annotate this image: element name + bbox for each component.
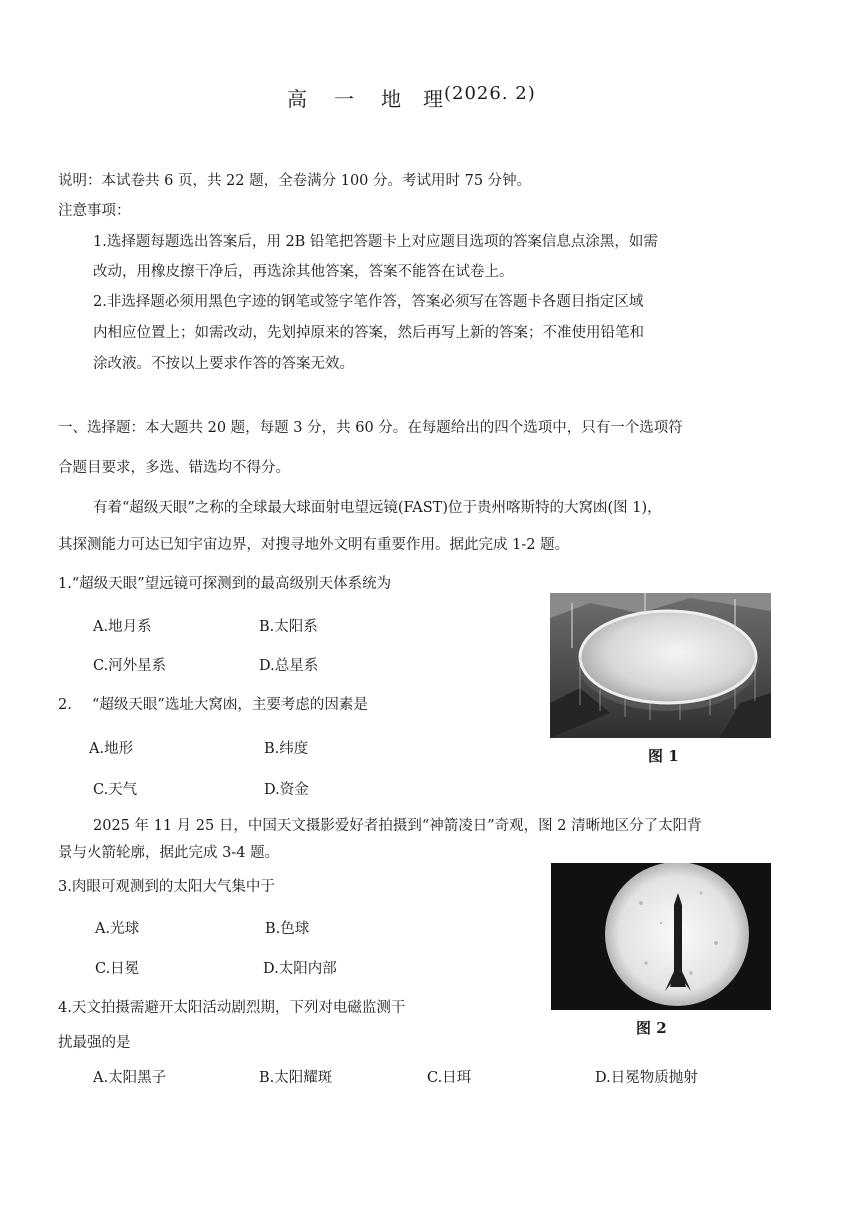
title-date: (2026. 2) bbox=[444, 83, 536, 104]
title-char: 高 bbox=[287, 87, 308, 111]
fast-telescope-photo bbox=[550, 593, 771, 738]
option-a: A.地形 bbox=[89, 741, 134, 757]
figure-2-caption: 图 2 bbox=[636, 1019, 667, 1037]
option-b: B.色球 bbox=[265, 921, 310, 937]
figure-1-caption: 图 1 bbox=[648, 747, 679, 765]
question-stem: “超级天眼”选址大窝凼，主要考虑的因素是 bbox=[92, 697, 368, 713]
section-heading-line-2: 合题目要求，多选、错选均不得分。 bbox=[58, 460, 290, 476]
option-a: A.光球 bbox=[95, 921, 140, 937]
question-stem-line-1: 4.天文拍摄需避开太阳活动剧烈期，下列对电磁监测干 bbox=[58, 1000, 406, 1016]
note-2-line-3: 涂改液。不按以上要求作答的答案无效。 bbox=[93, 356, 354, 372]
rocket-sun-image bbox=[551, 863, 771, 1010]
option-b: B.纬度 bbox=[264, 741, 309, 757]
option-d: D.资金 bbox=[264, 782, 309, 798]
passage-line: 景与火箭轮廓，据此完成 3-4 题。 bbox=[58, 845, 280, 861]
option-b: B.太阳系 bbox=[259, 619, 318, 635]
option-c: C.河外星系 bbox=[93, 658, 167, 674]
option-d: D.总星系 bbox=[259, 658, 319, 674]
instructions-intro: 说明：本试卷共 6 页，共 22 题，全卷满分 100 分。考试用时 75 分钟。 bbox=[58, 173, 532, 189]
option-c: C.日冕 bbox=[95, 961, 140, 977]
option-d: D.日冕物质抛射 bbox=[595, 1070, 698, 1086]
title-char: 地 bbox=[381, 87, 402, 111]
question-stem: 3.肉眼可观测到的太阳大气集中于 bbox=[58, 879, 275, 895]
option-d: D.太阳内部 bbox=[263, 961, 337, 977]
option-a: A.太阳黑子 bbox=[93, 1070, 167, 1086]
notes-title: 注意事项： bbox=[58, 203, 131, 219]
question-stem-line-2: 扰最强的是 bbox=[58, 1035, 131, 1051]
option-c: C.天气 bbox=[93, 782, 138, 798]
passage-line: 2025 年 11 月 25 日，中国天文摄影爱好者拍摄到“神箭凌日”奇观，图 2 清晰地区分了太阳背 bbox=[93, 818, 702, 834]
title-char: 一 bbox=[334, 87, 355, 111]
note-1-line-1: 1.选择题每题选出答案后，用 2B 铅笔把答题卡上对应题目选项的答案信息点涂黑，如需 bbox=[93, 234, 658, 250]
passage-line: 有着“超级天眼”之称的全球最大球面射电望远镜(FAST)位于贵州喀斯特的大窝凼(图 1)， bbox=[93, 500, 662, 516]
fast-telescope-image bbox=[550, 593, 771, 738]
option-c: C.日珥 bbox=[427, 1070, 472, 1086]
question-stem: 1.“超级天眼”望远镜可探测到的最高级别天体系统为 bbox=[58, 576, 392, 592]
section-heading-line-1: 一、选择题：本大题共 20 题，每题 3 分，共 60 分。在每题给出的四个选项中，只有一个选项符 bbox=[58, 420, 683, 436]
note-2-line-2: 内相应位置上；如需改动，先划掉原来的答案，然后再写上新的答案；不准使用铅笔和 bbox=[93, 325, 644, 341]
title-char: 理 bbox=[423, 87, 444, 111]
question-number: 2. bbox=[58, 697, 72, 713]
option-a: A.地月系 bbox=[93, 619, 152, 635]
note-2-line-1: 2.非选择题必须用黑色字迹的钢笔或签字笔作答，答案必须写在答题卡各题目指定区域 bbox=[93, 294, 644, 310]
note-1-line-2: 改动，用橡皮擦干净后，再选涂其他答案，答案不能答在试卷上。 bbox=[93, 264, 514, 280]
passage-line: 其探测能力可达已知宇宙边界，对搜寻地外文明有重要作用。据此完成 1-2 题。 bbox=[58, 537, 570, 553]
option-b: B.太阳耀斑 bbox=[259, 1070, 333, 1086]
rocket-sun-transit-photo bbox=[551, 863, 771, 1010]
